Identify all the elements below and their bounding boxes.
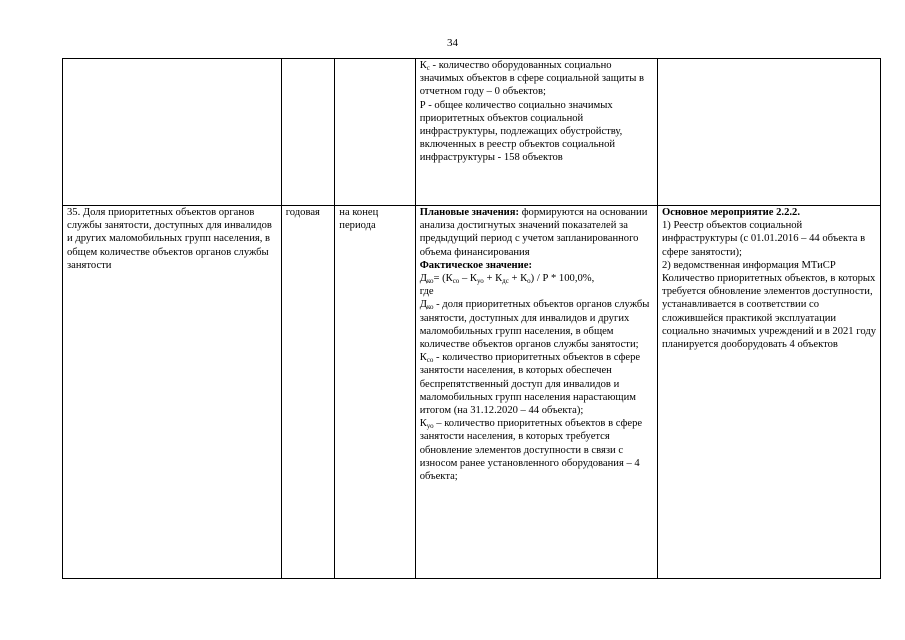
source-cell — [657, 59, 880, 206]
method-line: $К_с$ - количество оборудованных социально значимых объектов в сфере социальной защиты в отчетном году – 0 объектов; — [419, 60, 644, 98]
source-cell — [657, 206, 880, 579]
definition: $К_{со}$ - количество приоритетных объектов в сфере занятости населения, в которых обеспечен беспрепятственный доступ для инвалидов и маломобильных групп населения нарастающим итогом (на 31.12.2020 – 44 объекта); — [419, 352, 641, 417]
indicators-table — [62, 58, 881, 579]
method-cell — [415, 206, 657, 579]
formula: $Д_{ко}= (К_{со} - К_{уо} + К_{дс} + К_о) / Р * 100,0\%$, — [419, 273, 595, 286]
indicator-name: 35. Доля приоритетных объектов органов службы занятости, доступных для инвалидов и других маломобильных групп населения, в общем количестве объектов органов службы занятости — [67, 207, 272, 271]
source-item: 1) Реестр объектов социальной инфраструктуры (с 01.01.2016 – 44 объекта в сфере занятости); — [661, 220, 866, 258]
timing-cell — [335, 206, 415, 579]
method-cell — [415, 59, 657, 206]
periodicity: годовая — [285, 207, 320, 218]
timing: на конец периода — [339, 207, 379, 232]
actual-heading: Фактическое значение: — [419, 259, 532, 271]
method-line: Р - общее количество социально значимых приоритетных объектов социальной инфраструктуры, подлежащих обустройству, включенных в реестр объектов социальной инфраструктуры - 158 объектов — [419, 99, 623, 164]
periodicity-cell — [281, 206, 335, 579]
page-number: 34 — [447, 37, 458, 49]
table-row — [63, 206, 881, 579]
where-label: где — [419, 286, 434, 298]
source-item: Количество приоритетных объектов, в которых требуется обновление элементов доступности, устанавливается в соответствии со сложившейся практикой эксплуатации социально значимых учреждений и в 2021 году планируется дооборудовать 4 объектов — [661, 273, 877, 351]
indicator-name-cell — [63, 59, 282, 206]
definition: $Д_{ко}$ - доля приоритетных объектов органов службы занятости, доступных для инвалидов и других маломобильных групп населения, в общем количестве объектов органов службы занятости; — [419, 299, 650, 351]
definition: $К_{уо}$ – количество приоритетных объектов в сфере занятости населения, в которых требуется обновление элементов доступности в связи с износом ранее установленного оборудования – 4 объекта; — [419, 418, 643, 483]
periodicity-cell — [281, 59, 335, 206]
timing-cell — [335, 59, 415, 206]
table-row — [63, 59, 881, 206]
source-item: 2) ведомственная информация МТиСР — [661, 259, 836, 271]
indicator-name-cell — [63, 206, 282, 579]
source-heading: Основное мероприятие 2.2.2. — [661, 207, 800, 218]
planned-values: Плановые значения: формируются на основании анализа достигнутых значений показателей за предыдущий период с учетом запланированного объема финансирования — [419, 207, 648, 258]
planned-heading: Плановые значения: — [419, 207, 520, 218]
